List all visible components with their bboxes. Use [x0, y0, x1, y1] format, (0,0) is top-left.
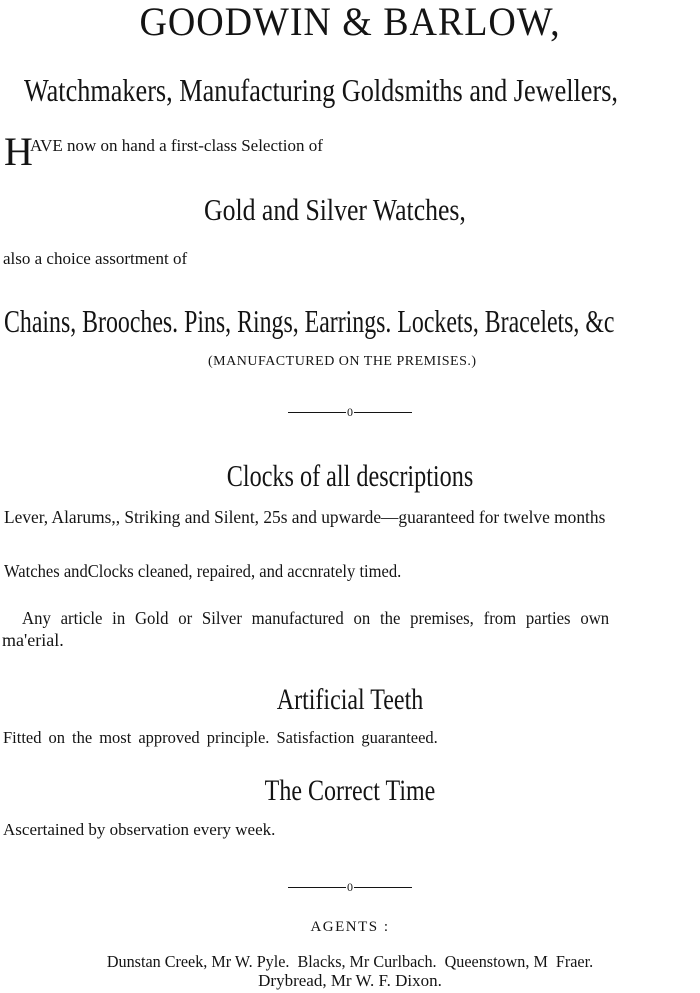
divider-2-ornament: 0 — [347, 879, 353, 894]
cleaning-line: Watches andClocks cleaned, repaired, and accnrately timed. — [4, 561, 402, 581]
divider-1-left-bar — [288, 412, 346, 414]
article-line-2: ma'erial. — [2, 630, 64, 650]
clocks-line: Lever, Alarums,, Striking and Silent, 25s and upwarde—guaranteed for twelve months — [4, 507, 606, 527]
divider-1-ornament: 0 — [347, 404, 353, 419]
assortment-line: also a choice assortment of — [3, 249, 188, 268]
agents-heading: AGENTS : — [310, 919, 390, 935]
agents-line-2: Drybread, Mr W. F. Dixon. — [258, 971, 442, 990]
divider-1 — [0, 404, 700, 420]
manufactured-note: (MANUFACTURED ON THE PREMISES.) — [208, 354, 477, 369]
firm-name: GOODWIN & BARLOW, — [139, 0, 561, 44]
teeth-line: Fitted on the most approved principle. Satisfaction guaranteed. — [3, 728, 438, 747]
jewellery-line: Chains, Brooches. Pins, Rings, Earrings. Lockets, Bracelets, &c — [4, 303, 615, 339]
time-line: Ascertained by observation every week. — [3, 820, 276, 839]
watches-heading: Gold and Silver Watches, — [204, 192, 466, 227]
agents-line-1: Dunstan Creek, Mr W. Pyle. Blacks, Mr Curlbach. Queenstown, M Fraer. — [106, 952, 594, 971]
clocks-heading: Clocks of all descriptions — [226, 458, 474, 493]
intro-text: AVE now on hand a first-class Selection of — [30, 136, 323, 155]
drop-cap: H — [4, 129, 33, 174]
divider-2-right-bar — [354, 887, 412, 889]
divider-2-left-bar — [288, 887, 346, 889]
divider-1-right-bar — [354, 412, 412, 414]
article-line-1: Any article in Gold or Silver manufactured on the premises, from parties own — [22, 608, 610, 628]
teeth-heading: Artificial Teeth — [276, 683, 424, 716]
time-heading: The Correct Time — [264, 774, 436, 807]
trade-line: Watchmakers, Manufacturing Goldsmiths and Jewellers, — [24, 72, 618, 108]
divider-2 — [0, 879, 700, 895]
